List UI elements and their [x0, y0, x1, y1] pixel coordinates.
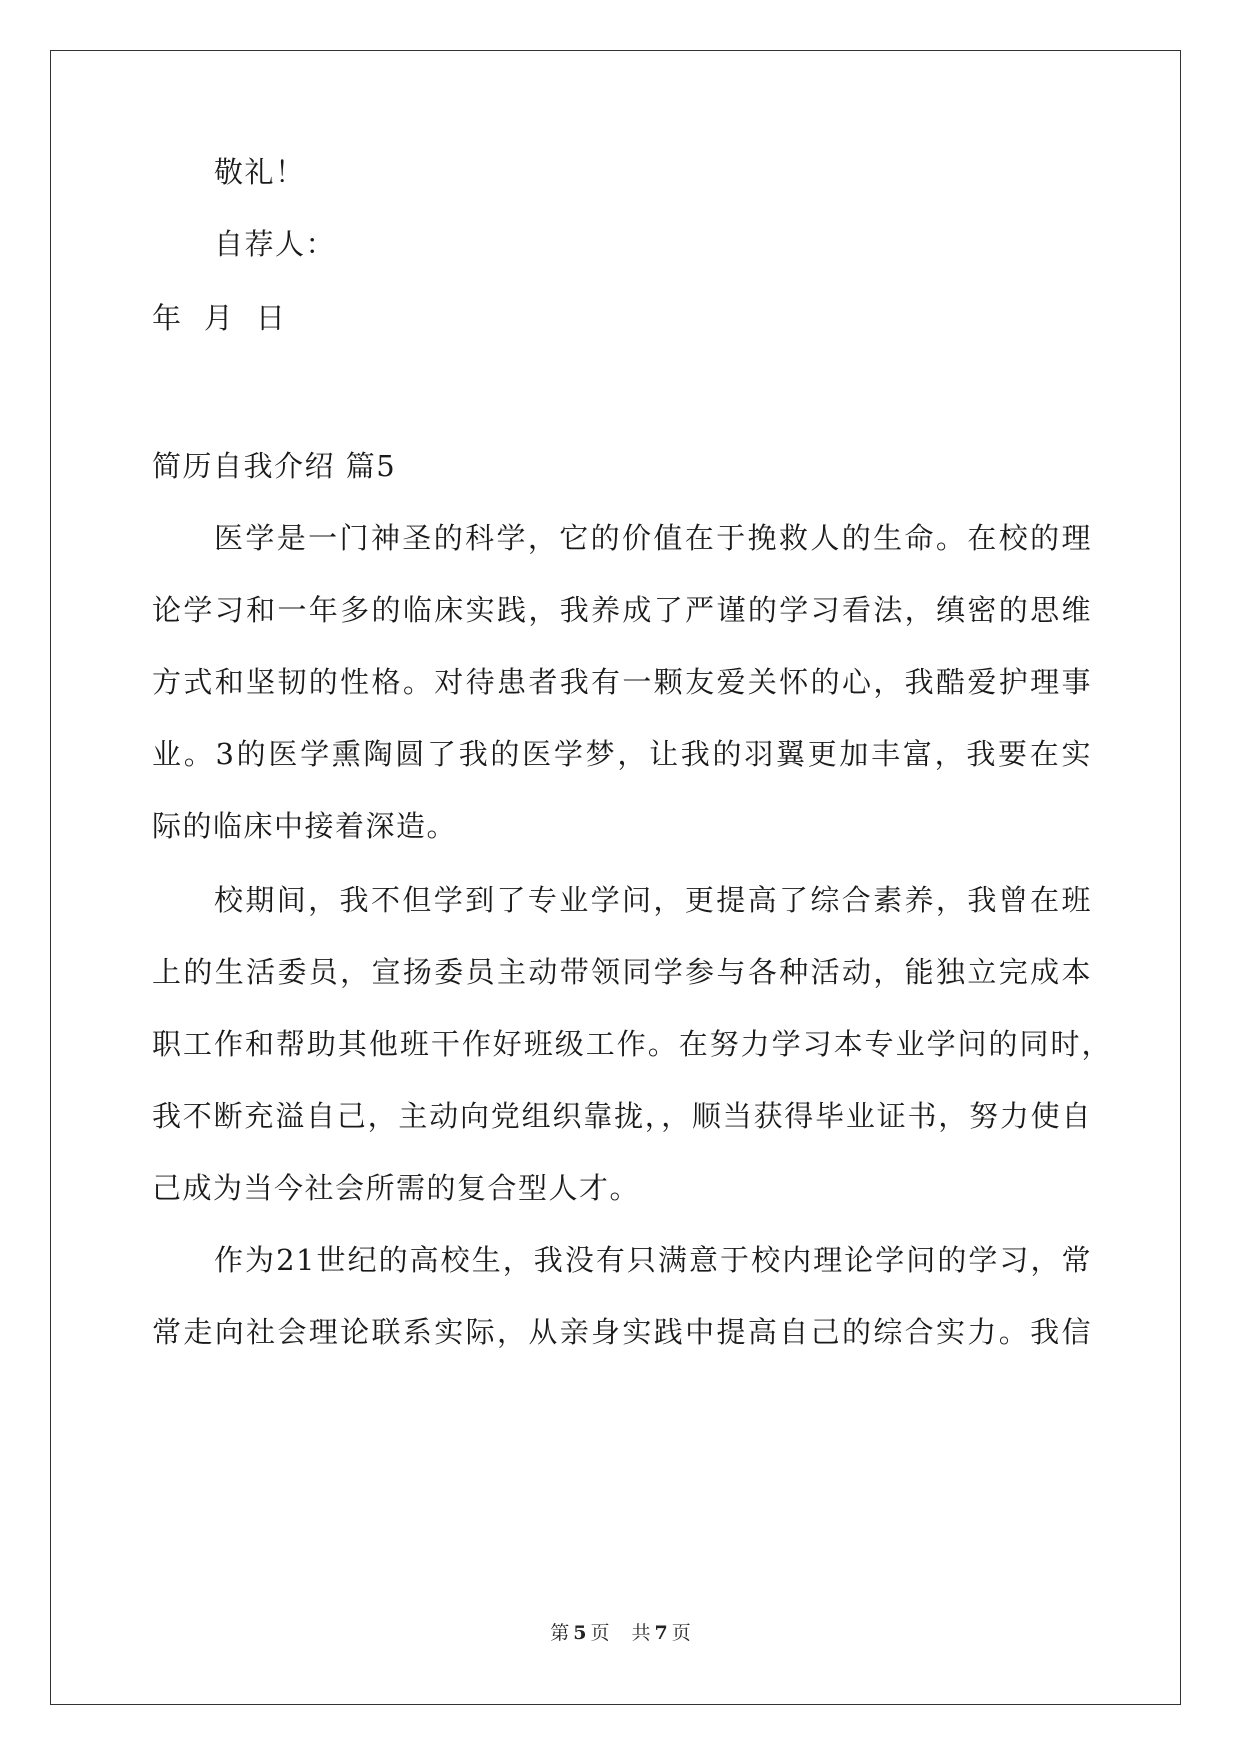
paragraph-2-line-1: 校期间，我不但学到了专业学问，更提高了综合素养，我曾在班 — [214, 883, 1092, 917]
paragraph-2-line-4: 我不断充溢自己，主动向党组织靠拢，，顺当获得毕业证书，努力使自 — [152, 1099, 1092, 1133]
signer-label: 自荐人： — [214, 227, 337, 261]
paragraph-3-line-1: 作为21世纪的高校生，我没有只满意于校内理论学问的学习，常 — [214, 1243, 1092, 1277]
paragraph-2-line-5: 己成为当今社会所需的复合型人才。 — [152, 1171, 641, 1205]
closing-salutation: 敬礼！ — [214, 155, 306, 189]
paragraph-1-line-1: 医学是一门神圣的科学，它的价值在于挽救人的生命。在校的理 — [214, 521, 1092, 555]
paragraph-3-line-2: 常走向社会理论联系实际，从亲身实践中提高自己的综合实力。我信 — [152, 1315, 1092, 1349]
paragraph-1-line-2: 论学习和一年多的临床实践，我养成了严谨的学习看法，缜密的思维 — [152, 593, 1092, 627]
paragraph-1-line-4: 业。3的医学熏陶圆了我的医学梦，让我的羽翼更加丰富，我要在实 — [152, 737, 1092, 771]
total-page-number: 7 — [654, 1622, 668, 1644]
paragraph-2-line-3: 职工作和帮助其他班干作好班级工作。在努力学习本专业学问的同时， — [152, 1027, 1112, 1061]
section-title: 简历自我介绍 篇5 — [152, 449, 397, 483]
paragraph-2-line-2: 上的生活委员，宣扬委员主动带领同学参与各种活动，能独立完成本 — [152, 955, 1092, 989]
page-suffix: 页 — [590, 1622, 610, 1644]
page-footer — [0, 1620, 1241, 1646]
date-line: 年 月 日 — [152, 301, 287, 335]
total-prefix: 共 — [631, 1622, 651, 1644]
total-suffix: 页 — [671, 1622, 691, 1644]
page-prefix: 第 — [550, 1622, 570, 1644]
paragraph-1-line-3: 方式和坚韧的性格。对待患者我有一颗友爱关怀的心，我酷爱护理事 — [152, 665, 1092, 699]
current-page-number: 5 — [573, 1622, 587, 1644]
paragraph-1-line-5: 际的临床中接着深造。 — [152, 809, 458, 843]
